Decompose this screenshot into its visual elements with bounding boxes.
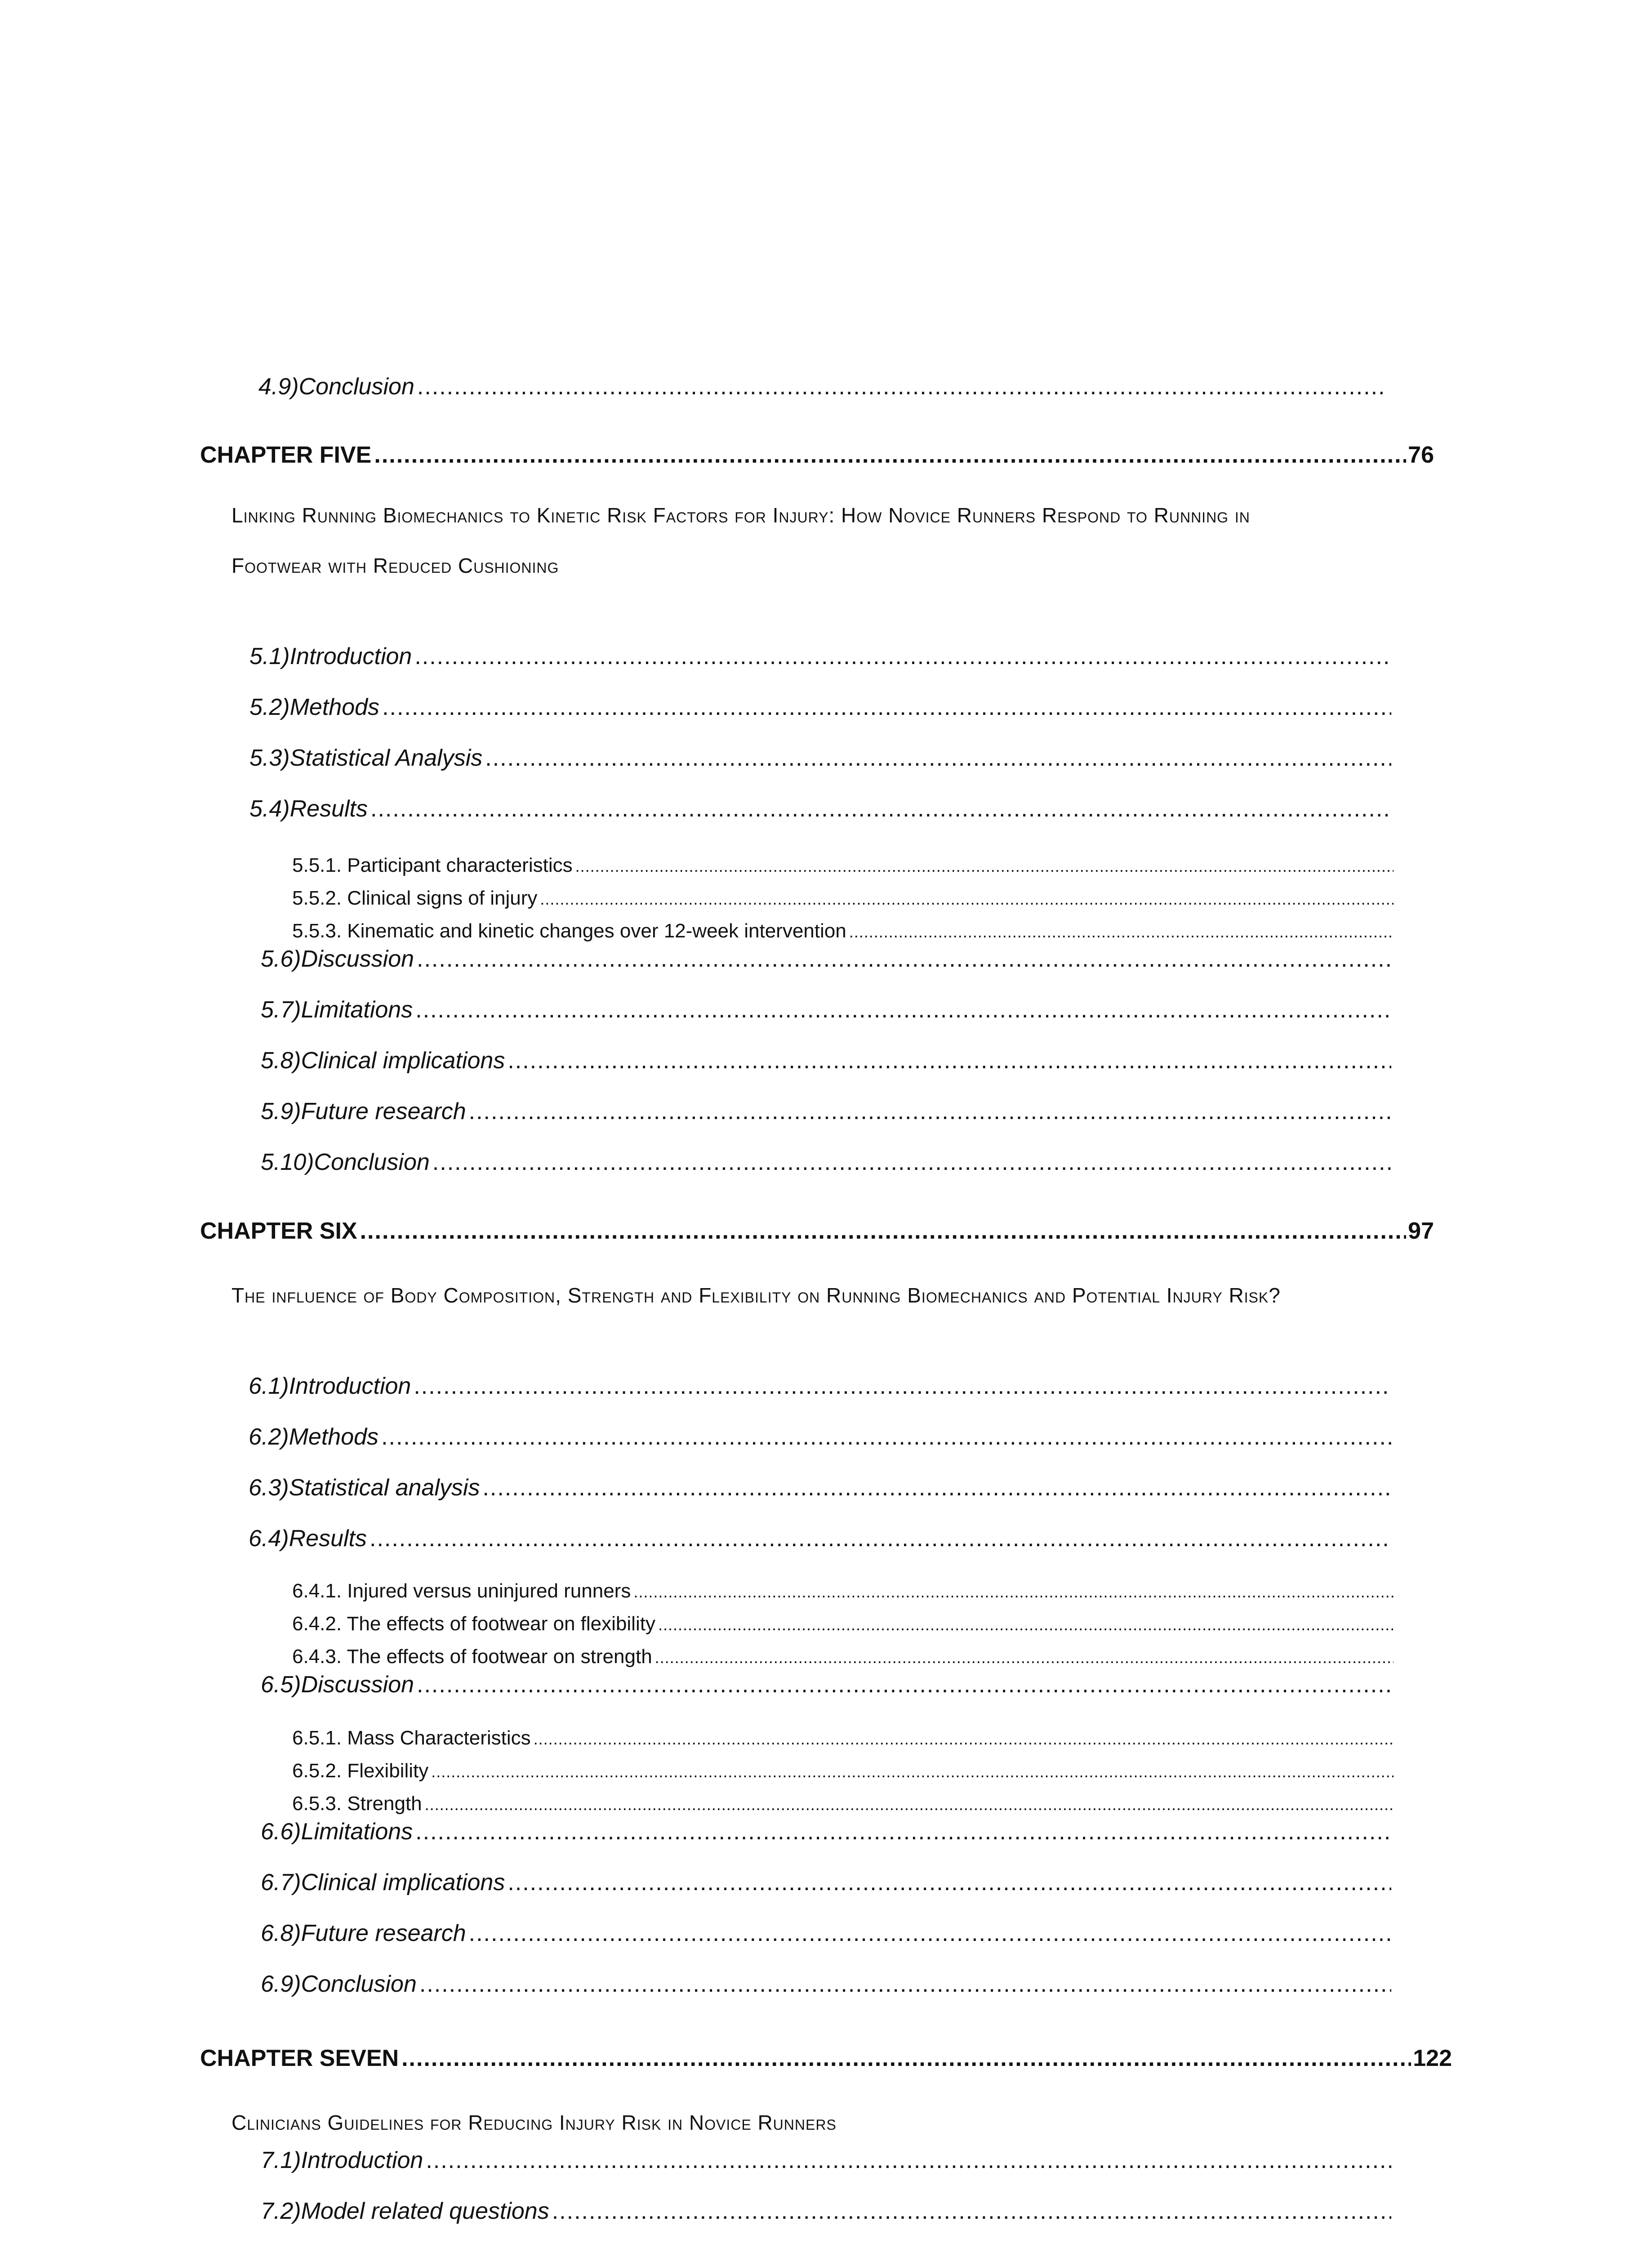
toc-entry-6-8[interactable]: [261, 1920, 1391, 1956]
toc-entry-6-7[interactable]: [261, 1869, 1391, 1905]
toc-entry-6-1[interactable]: [249, 1373, 1391, 1409]
subsection-title: 6.5.3. Strength: [292, 1793, 422, 1815]
subsection-title: 5.5.1. Participant characteristics: [292, 854, 573, 876]
section-title: Limitations: [301, 997, 413, 1023]
subsection-title: 6.5.2. Flexibility: [292, 1760, 429, 1782]
chapter-label: CHAPTER FIVE: [200, 442, 372, 468]
subsection-title: 6.4.2. The effects of footwear on flexibility: [292, 1613, 655, 1635]
dot-leader: [485, 745, 1391, 772]
section-number: 5.1): [249, 643, 290, 669]
chapter-five-title: [232, 490, 1250, 591]
dot-leader: [552, 2198, 1391, 2225]
toc-entry-5-6[interactable]: [261, 946, 1391, 981]
dot-leader: [482, 1474, 1391, 1501]
dot-leader: [426, 2147, 1391, 2174]
section-number: 4.9): [258, 374, 299, 400]
chapter-six-title: [232, 1270, 1281, 1320]
section-title: Model related questions: [301, 2198, 549, 2224]
toc-entry-4-9[interactable]: [258, 373, 1387, 409]
dot-leader: [417, 373, 1387, 400]
chapter-label: CHAPTER SIX: [200, 1218, 357, 1244]
dot-leader: [575, 857, 1394, 876]
section-title: Statistical analysis: [289, 1475, 480, 1501]
section-number: 6.2): [249, 1424, 289, 1450]
dot-leader: [508, 1869, 1391, 1896]
dot-leader: [431, 1762, 1394, 1781]
section-title: Discussion: [301, 1672, 414, 1698]
chapter-title-line: Clinicians Guidelines for Reducing Injury Risk in Novice Runners: [232, 2111, 837, 2134]
section-title: Statistical Analysis: [289, 745, 483, 771]
toc-entry-5-5-2[interactable]: [292, 887, 1394, 917]
chapter-title-line: The influence of Body Composition, Strength and Flexibility on Running Biomechanics and Potential Injury Risk?: [232, 1284, 1281, 1307]
dot-leader: [415, 996, 1391, 1023]
dot-leader: [415, 1818, 1391, 1845]
dot-leader: [370, 795, 1391, 822]
section-title: Future research: [301, 1098, 466, 1124]
dot-leader: [633, 1583, 1394, 1601]
page-number: 97: [1408, 1218, 1434, 1244]
section-number: 5.6): [261, 946, 301, 972]
section-number: 5.2): [249, 694, 290, 720]
section-number: 5.9): [261, 1098, 301, 1124]
toc-entry-6-3[interactable]: [249, 1474, 1391, 1510]
dot-leader: [469, 1098, 1391, 1125]
toc-entry-6-4[interactable]: [249, 1525, 1391, 1561]
section-number: 5.4): [249, 796, 290, 822]
section-number: 5.10): [261, 1149, 314, 1175]
subsection-title: 5.5.3. Kinematic and kinetic changes over 12-week intervention: [292, 920, 846, 942]
page-number: 76: [1408, 442, 1434, 468]
subsection-title: 6.4.3. The effects of footwear on strength: [292, 1646, 652, 1668]
section-number: 5.3): [249, 745, 290, 771]
toc-entry-6-4-2[interactable]: [292, 1613, 1394, 1642]
toc-entry-5-2[interactable]: [249, 694, 1391, 730]
subsection-title: 5.5.2. Clinical signs of injury: [292, 887, 538, 909]
chapter-title-line: Footwear with Reduced Cushioning: [232, 554, 559, 577]
section-number: 5.7): [261, 997, 301, 1023]
section-title: Methods: [289, 1424, 379, 1450]
section-number: 6.8): [261, 1920, 301, 1946]
toc-entry-7-2[interactable]: [261, 2198, 1391, 2234]
section-number: 7.2): [261, 2198, 301, 2224]
subsection-title: 6.4.1. Injured versus uninjured runners: [292, 1580, 631, 1602]
dot-leader: [414, 1373, 1391, 1400]
section-number: 5.8): [261, 1048, 301, 1074]
section-title: Conclusion: [301, 1971, 417, 1997]
toc-entry-6-4-1[interactable]: [292, 1580, 1394, 1610]
chapter-label: CHAPTER SEVEN: [200, 2045, 399, 2071]
toc-entry-6-9[interactable]: [261, 1971, 1391, 2007]
dot-leader: [655, 1648, 1394, 1667]
toc-entry-5-5-1[interactable]: [292, 854, 1394, 884]
section-title: Clinical implications: [301, 1869, 505, 1896]
toc-chapter-six[interactable]: [200, 1218, 1434, 1253]
toc-entry-5-1[interactable]: [249, 643, 1391, 679]
section-number: 7.1): [261, 2147, 301, 2173]
dot-leader: [540, 890, 1394, 909]
section-number: 6.9): [261, 1971, 301, 1997]
page-number: 122: [1413, 2045, 1452, 2071]
toc-entry-6-5-2[interactable]: [292, 1760, 1394, 1789]
dot-leader: [534, 1730, 1394, 1748]
toc-entry-5-10[interactable]: [261, 1149, 1391, 1185]
section-title: Conclusion: [298, 374, 414, 400]
chapter-title-line: Linking Running Biomechanics to Kinetic Risk Factors for Injury: How Novice Runners Respond to Running in: [232, 504, 1250, 527]
section-title: Introduction: [289, 1373, 411, 1399]
section-title: Results: [289, 796, 368, 822]
toc-entry-5-9[interactable]: [261, 1098, 1391, 1134]
dot-leader: [370, 1525, 1391, 1552]
section-title: Results: [289, 1525, 367, 1552]
dot-leader: [374, 442, 1406, 468]
toc-entry-5-4[interactable]: [249, 795, 1391, 831]
section-title: Future research: [301, 1920, 466, 1946]
section-title: Limitations: [301, 1819, 413, 1845]
toc-entry-5-7[interactable]: [261, 996, 1391, 1032]
dot-leader: [419, 1971, 1391, 1998]
section-title: Methods: [289, 694, 380, 720]
toc-entry-6-6[interactable]: [261, 1818, 1391, 1854]
dot-leader: [425, 1795, 1394, 1814]
toc-chapter-seven[interactable]: [200, 2045, 1452, 2081]
chapter-seven-title: [232, 2097, 837, 2148]
section-number: 6.5): [261, 1672, 301, 1698]
dot-leader: [432, 1149, 1391, 1176]
dot-leader: [417, 1671, 1391, 1698]
section-number: 6.6): [261, 1819, 301, 1845]
toc-entry-6-5[interactable]: [261, 1671, 1391, 1707]
section-number: 6.1): [249, 1373, 289, 1399]
section-number: 6.4): [249, 1525, 289, 1552]
section-number: 6.3): [249, 1475, 289, 1501]
toc-entry-6-5-1[interactable]: [292, 1727, 1394, 1757]
toc-entry-7-1[interactable]: [261, 2147, 1391, 2183]
section-title: Introduction: [289, 643, 412, 669]
section-title: Clinical implications: [301, 1048, 505, 1074]
dot-leader: [382, 694, 1391, 721]
toc-entry-5-8[interactable]: [261, 1047, 1391, 1083]
dot-leader: [849, 923, 1394, 941]
dot-leader: [381, 1423, 1391, 1450]
section-number: 6.7): [261, 1869, 301, 1896]
section-title: Introduction: [301, 2147, 423, 2173]
dot-leader: [658, 1615, 1394, 1634]
dot-leader: [469, 1920, 1391, 1947]
dot-leader: [360, 1218, 1407, 1244]
dot-leader: [417, 946, 1391, 972]
toc-entry-6-2[interactable]: [249, 1423, 1391, 1459]
dot-leader: [401, 2045, 1411, 2072]
toc-chapter-five[interactable]: [200, 442, 1434, 477]
section-title: Discussion: [301, 946, 414, 972]
toc-entry-5-3[interactable]: [249, 745, 1391, 781]
dot-leader: [414, 643, 1391, 670]
section-title: Conclusion: [314, 1149, 430, 1175]
subsection-title: 6.5.1. Mass Characteristics: [292, 1727, 531, 1749]
dot-leader: [508, 1047, 1391, 1074]
